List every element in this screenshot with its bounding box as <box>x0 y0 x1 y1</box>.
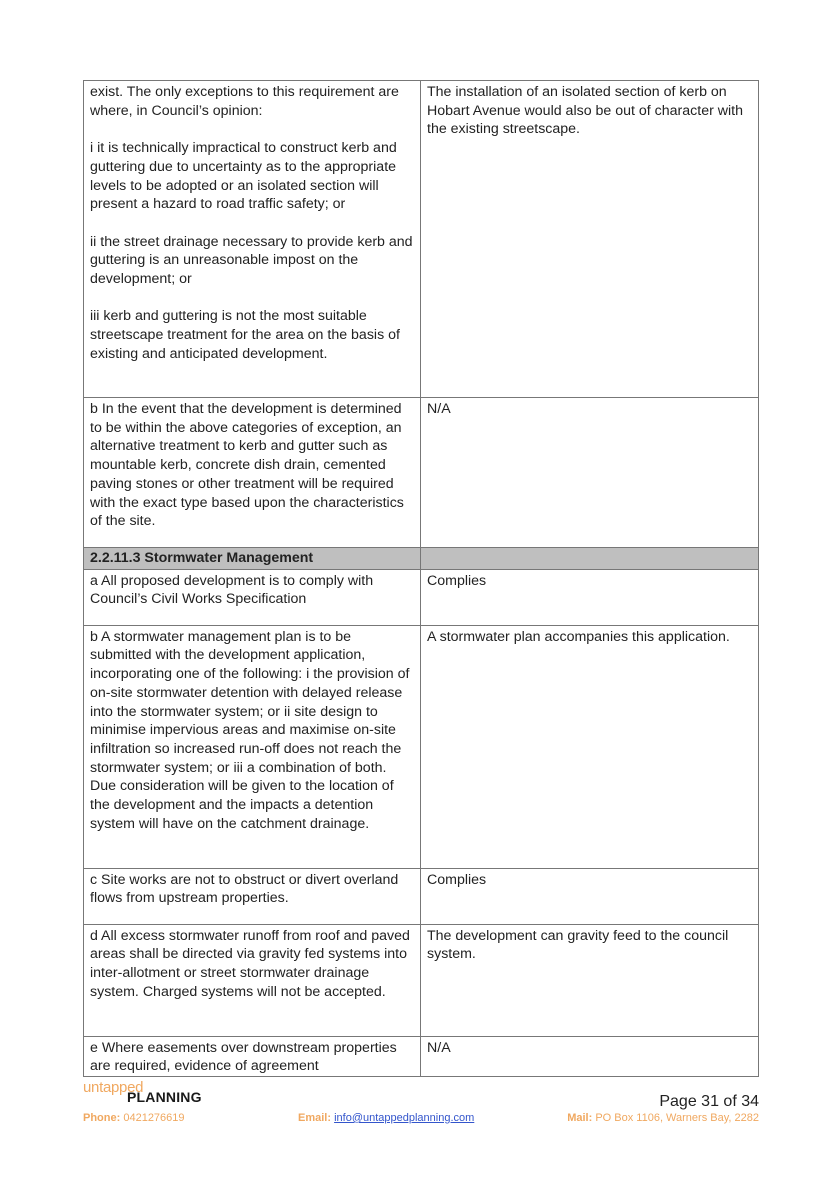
logo-planning-text: PLANNING <box>127 1089 202 1105</box>
response-cell: The development can gravity feed to the council system. <box>421 924 759 1036</box>
section-heading-blank <box>421 548 759 570</box>
response-cell: Complies <box>421 868 759 924</box>
contact-phone <box>83 1112 185 1124</box>
table-row <box>84 1036 759 1076</box>
requirement-paragraph: ii the street drainage necessary to provide kerb and guttering is an unreasonable impost on the development; or <box>90 233 413 287</box>
requirement-paragraph: exist. The only exceptions to this requirement are where, in Council’s opinion: <box>90 84 399 119</box>
mail-value: PO Box 1106, Warners Bay, 2282 <box>595 1112 759 1124</box>
page-footer <box>83 1078 759 1128</box>
phone-label: Phone: <box>83 1112 121 1124</box>
contact-email <box>298 1112 474 1124</box>
untapped-planning-logo <box>83 1078 233 1106</box>
table-row <box>84 924 759 1036</box>
response-cell: A stormwater plan accompanies this application. <box>421 625 759 868</box>
phone-value: 0421276619 <box>123 1112 185 1124</box>
compliance-table <box>83 80 759 1077</box>
response-cell <box>421 81 759 398</box>
requirement-cell: e Where easements over downstream properties are required, evidence of agreement <box>84 1036 421 1076</box>
requirement-paragraph: b In the event that the development is determined to be within the above categories of exception, an alternative treatment to kerb and gutter such as mountable kerb, concrete dish drain, cemented paving stones or other treatment will be required with the exact type based upon the characteristics of the site. <box>90 401 404 530</box>
response-cell: N/A <box>421 1036 759 1076</box>
email-label: Email: <box>298 1112 332 1124</box>
requirement-cell: c Site works are not to obstruct or divert overland flows from upstream properties. <box>84 868 421 924</box>
email-link[interactable]: info@untappedplanning.com <box>334 1112 475 1124</box>
response-text: The installation of an isolated section of kerb on Hobart Avenue would also be out of character with the existing streetscape. <box>427 84 743 138</box>
logo-untapped-text: untapped <box>83 1079 144 1096</box>
requirement-cell <box>84 81 421 398</box>
section-heading: 2.2.11.3 Stormwater Management <box>84 548 421 570</box>
requirement-cell <box>84 398 421 548</box>
response-cell: Complies <box>421 569 759 625</box>
mail-label: Mail: <box>567 1112 593 1124</box>
requirement-cell: a All proposed development is to comply with Council’s Civil Works Specification <box>84 569 421 625</box>
section-heading-row <box>84 548 759 570</box>
table-row <box>84 868 759 924</box>
requirement-paragraph: i it is technically impractical to construct kerb and guttering due to uncertainty as to the appropriate levels to be adopted or an isolated section will present a hazard to road traffic safety; or <box>90 140 397 213</box>
table-row <box>84 625 759 868</box>
table-row <box>84 81 759 398</box>
table-row <box>84 398 759 548</box>
response-text: N/A <box>427 401 451 417</box>
response-cell <box>421 398 759 548</box>
requirement-cell: d All excess stormwater runoff from roof and paved areas shall be directed via gravity fed systems into inter-allotment or street stormwater drainage system. Charged systems will not be accepted. <box>84 924 421 1036</box>
table-row <box>84 569 759 625</box>
requirement-cell: b A stormwater management plan is to be submitted with the development application, incorporating one of the following: i the provision of on-site stormwater detention with delayed release into the stormwater system; or ii site design to minimise impervious areas and maximise on-site infiltration so increased run-off does not reach the stormwater system; or iii a combination of both. Due consideration will be given to the location of the development and the impacts a detention system will have on the catchment drainage. <box>84 625 421 868</box>
requirement-paragraph: iii kerb and guttering is not the most suitable streetscape treatment for the area on the basis of existing and anticipated development. <box>90 308 400 362</box>
page-number: Page 31 of 34 <box>659 1093 759 1110</box>
contact-mail <box>567 1112 759 1124</box>
